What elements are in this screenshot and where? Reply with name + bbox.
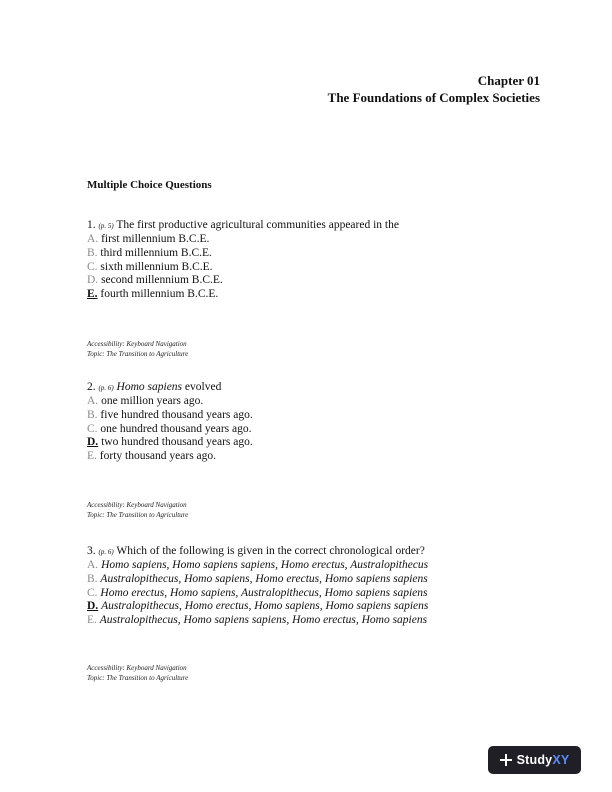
question-stem bbox=[87, 380, 557, 395]
option-text: Australopithecus, Homo sapiens, Homo erectus, Homo sapiens sapiens bbox=[100, 572, 428, 585]
option-letter: C. bbox=[87, 422, 98, 435]
question-stem bbox=[87, 544, 557, 559]
option-a bbox=[87, 233, 557, 247]
question-text: evolved bbox=[184, 381, 222, 393]
option-letter: C. bbox=[87, 586, 98, 599]
question-number: 1. bbox=[87, 219, 96, 231]
option-text: forty thousand years ago. bbox=[99, 450, 217, 463]
option-letter: B. bbox=[87, 246, 98, 259]
brand-main: Study bbox=[516, 753, 553, 767]
option-e-correct bbox=[87, 288, 557, 302]
correct-option-letter: D. bbox=[87, 600, 99, 613]
option-text: Homo sapiens, Homo sapiens sapiens, Homo erectus, Australopithecus bbox=[101, 559, 429, 571]
option-text: sixth millennium B.C.E. bbox=[100, 260, 213, 273]
option-e bbox=[87, 450, 557, 464]
option-a bbox=[87, 395, 557, 409]
brand-accent: XY bbox=[552, 753, 570, 767]
option-text: one hundred thousand years ago. bbox=[100, 422, 252, 435]
accessibility-note: Accessibility: Keyboard Navigation bbox=[87, 664, 187, 672]
accessibility-note: Accessibility: Keyboard Navigation bbox=[87, 501, 187, 509]
question-text: Which of the following is given in the correct chronological order? bbox=[116, 545, 425, 557]
question-1-meta bbox=[87, 340, 557, 359]
option-b bbox=[87, 409, 557, 423]
option-text: two hundred thousand years ago. bbox=[101, 436, 253, 449]
option-c bbox=[87, 423, 557, 437]
option-letter: B. bbox=[87, 408, 98, 421]
chapter-title: The Foundations of Complex Societies bbox=[327, 90, 540, 105]
chapter-number: Chapter 01 bbox=[477, 73, 540, 88]
option-letter: A. bbox=[87, 233, 99, 245]
chapter-header bbox=[328, 72, 540, 106]
accessibility-note: Accessibility: Keyboard Navigation bbox=[87, 340, 187, 348]
studyxy-logo bbox=[517, 753, 570, 767]
option-text: Australopithecus, Homo erectus, Homo sapiens, Homo sapiens sapiens bbox=[101, 600, 429, 613]
option-text: Homo erectus, Homo sapiens, Australopithecus, Homo sapiens sapiens bbox=[100, 586, 428, 599]
option-text: second millennium B.C.E. bbox=[101, 274, 223, 287]
question-2-meta bbox=[87, 501, 557, 520]
option-letter: A. bbox=[87, 395, 99, 407]
option-letter: C. bbox=[87, 260, 98, 273]
option-text: third millennium B.C.E. bbox=[100, 246, 212, 259]
question-1 bbox=[87, 218, 557, 302]
question-number: 3. bbox=[87, 545, 96, 557]
page-reference: (p. 6) bbox=[98, 548, 114, 556]
question-text: The first productive agricultural communities appeared in the bbox=[116, 219, 399, 231]
option-b bbox=[87, 573, 557, 587]
plus-icon bbox=[500, 754, 512, 766]
correct-option-letter: D. bbox=[87, 436, 99, 449]
studyxy-badge[interactable] bbox=[488, 746, 581, 774]
option-a bbox=[87, 559, 557, 573]
correct-option-letter: E. bbox=[87, 288, 98, 301]
question-3 bbox=[87, 544, 557, 628]
option-text: five hundred thousand years ago. bbox=[100, 408, 253, 421]
option-b bbox=[87, 247, 557, 261]
option-d bbox=[87, 274, 557, 288]
page-reference: (p. 5) bbox=[98, 222, 114, 230]
option-text: Australopithecus, Homo sapiens sapiens, Homo erectus, Homo sapiens bbox=[99, 614, 428, 627]
question-2 bbox=[87, 380, 557, 464]
option-text: first millennium B.C.E. bbox=[101, 233, 210, 245]
option-c bbox=[87, 587, 557, 601]
option-letter: B. bbox=[87, 572, 98, 585]
option-d-correct bbox=[87, 600, 557, 614]
section-title: Multiple Choice Questions bbox=[87, 179, 212, 191]
option-c bbox=[87, 261, 557, 275]
topic-note: Topic: The Transition to Agriculture bbox=[87, 673, 189, 682]
option-e bbox=[87, 614, 557, 628]
topic-note: Topic: The Transition to Agriculture bbox=[87, 349, 189, 358]
option-letter: D. bbox=[87, 274, 99, 287]
option-letter: A. bbox=[87, 559, 99, 571]
option-text: one million years ago. bbox=[101, 395, 204, 407]
question-number: 2. bbox=[87, 381, 96, 393]
option-letter: E. bbox=[87, 614, 97, 627]
option-letter: E. bbox=[87, 450, 97, 463]
question-stem bbox=[87, 218, 557, 233]
option-d-correct bbox=[87, 436, 557, 450]
page-reference: (p. 6) bbox=[98, 384, 114, 392]
question-3-meta bbox=[87, 664, 557, 683]
topic-note: Topic: The Transition to Agriculture bbox=[87, 510, 189, 519]
option-text: fourth millennium B.C.E. bbox=[100, 288, 219, 301]
question-text-italic: Homo sapiens bbox=[116, 381, 183, 393]
